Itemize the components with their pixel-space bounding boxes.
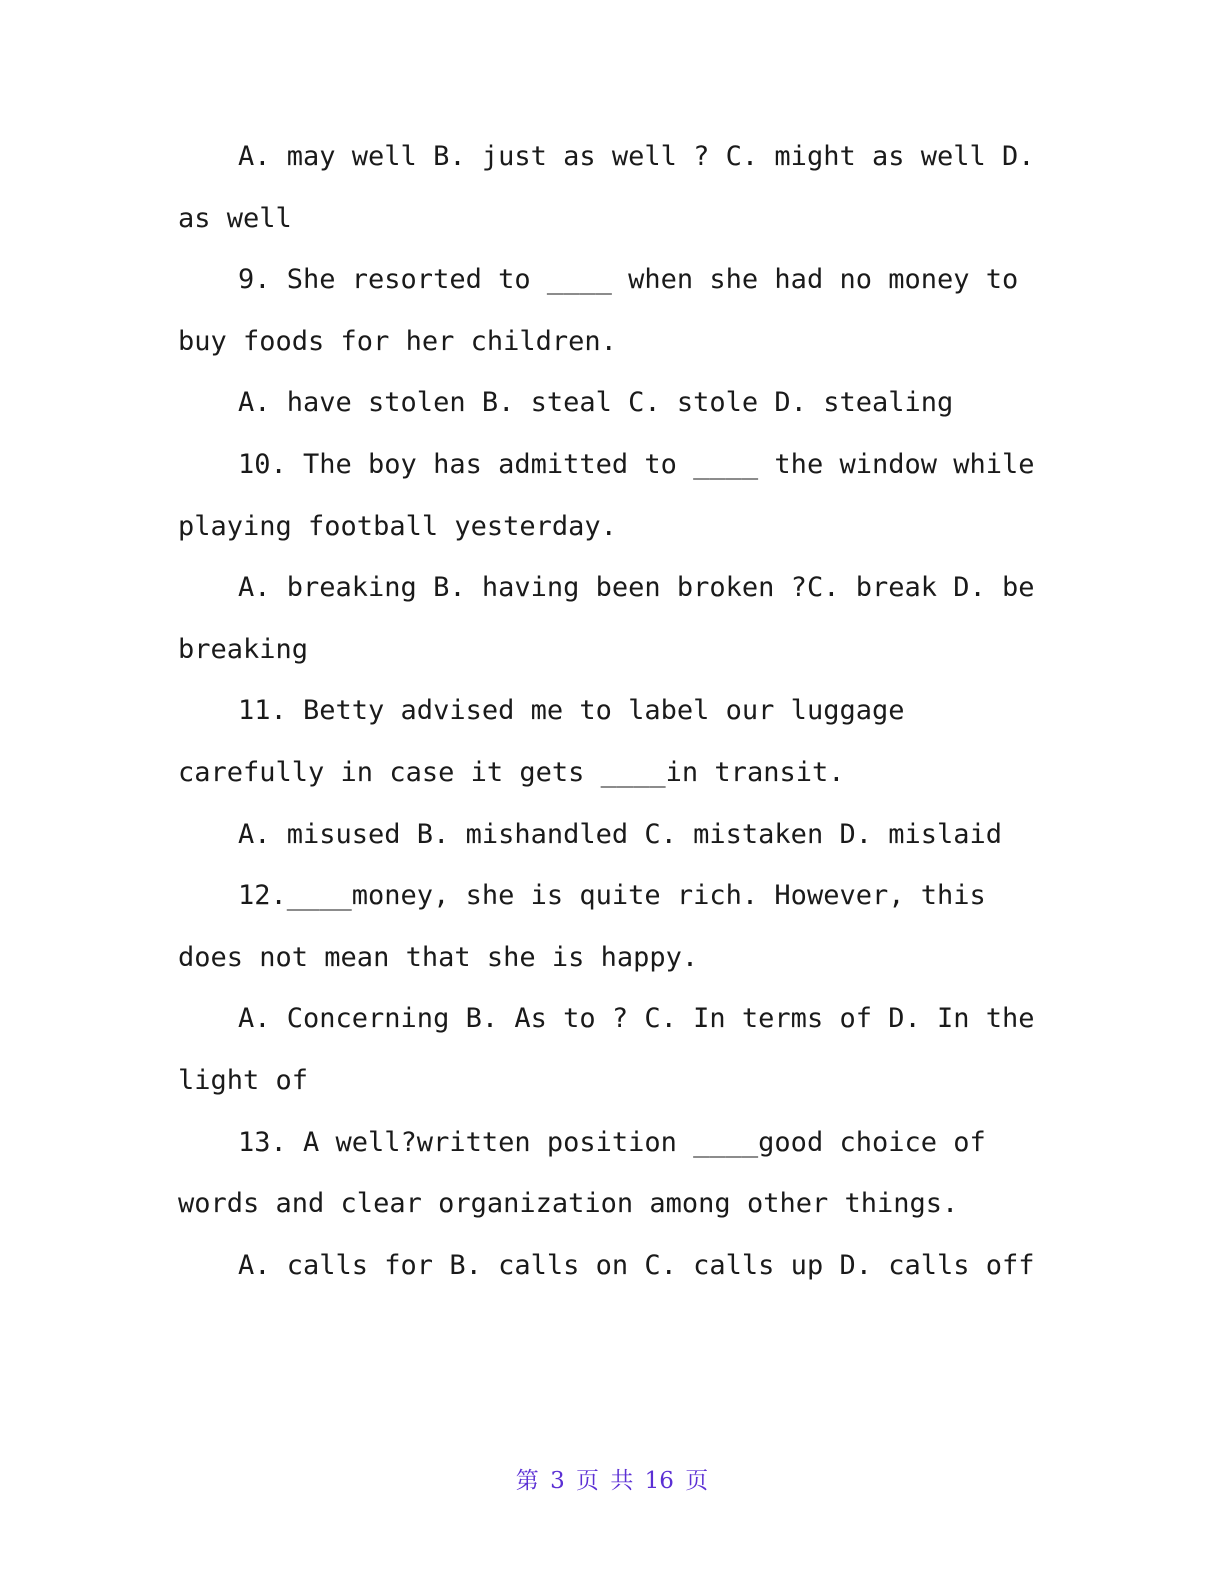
question-12-options: A. Concerning B. As to ? C. In terms of D. In the — [238, 1003, 1035, 1035]
question-12: 12.____money, she is quite rich. However, this — [238, 880, 986, 912]
text-line-18: words and clear organization among other things. — [178, 1188, 959, 1220]
question-10: 10. The boy has admitted to ____ the window while — [238, 448, 1035, 480]
question-9: 9. She resorted to ____ when she had no money to — [238, 264, 1019, 296]
question-9-options: A. have stolen B. steal C. stole D. stealing — [238, 387, 954, 419]
question-13: 13. A well?written position ____good choice of — [238, 1126, 986, 1158]
question-10-options: A. breaking B. having been broken ?C. break D. be — [238, 572, 1035, 604]
document-body — [178, 126, 1035, 1296]
question-11: 11. Betty advised me to label our luggage — [238, 695, 905, 727]
text-line-16: light of — [178, 1064, 309, 1096]
text-line-7: playing football yesterday. — [178, 510, 617, 542]
text-line-11: carefully in case it gets ____in transit. — [178, 756, 845, 788]
text-line-1: A. may well B. just as well ? C. might as well D. — [238, 141, 1035, 172]
text-line-9: breaking — [178, 633, 309, 665]
text-line-2: as well — [178, 202, 292, 234]
text-line-4: buy foods for her children. — [178, 325, 617, 357]
question-11-options: A. misused B. mishandled C. mistaken D. mislaid — [238, 818, 1003, 850]
text-line-14: does not mean that she is happy. — [178, 941, 699, 973]
question-13-options: A. calls for B. calls on C. calls up D. calls off — [238, 1249, 1035, 1281]
page-number-footer: 第 3 页 共 16 页 — [515, 1468, 709, 1494]
